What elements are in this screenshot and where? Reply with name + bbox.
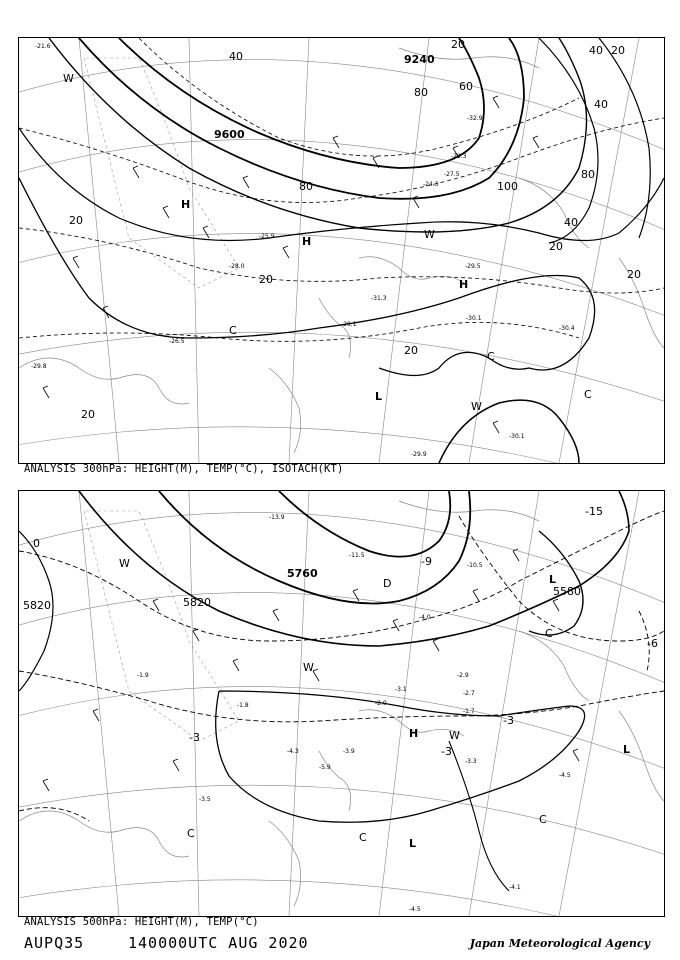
station-temp: -3.1	[395, 686, 407, 693]
center-d: D	[383, 577, 392, 590]
center-warm: W	[449, 729, 460, 742]
isotach-label: 20	[69, 214, 83, 227]
center-high: H	[409, 727, 419, 740]
center-low: L	[623, 743, 631, 756]
station-temp: -4.3	[287, 748, 299, 755]
valid-time: 140000UTC AUG 2020	[128, 934, 309, 952]
isotherm-label: -3	[189, 731, 200, 744]
isotach-label: 40	[229, 50, 243, 63]
station-temp: -5.9	[319, 764, 331, 771]
isotach-label: 40	[594, 98, 608, 111]
station-temp: -3.9	[343, 748, 355, 755]
height-label: 5760	[287, 567, 318, 580]
station-temp: -30.1	[509, 433, 525, 440]
isotach-label: 20	[404, 344, 418, 357]
center-high: H	[459, 278, 469, 291]
center-warm: W	[471, 400, 482, 413]
isotach-label: 20	[611, 44, 625, 57]
isotach-label: 20	[627, 268, 641, 281]
station-temp: -1.9	[137, 672, 149, 679]
height-label: 5820	[23, 599, 51, 612]
station-temp: -1.7	[463, 708, 475, 715]
isotherm-label: -15	[585, 505, 603, 518]
station-temp: -26.5	[169, 338, 185, 345]
chart-id: AUPQ35	[24, 934, 85, 952]
station-temp: -2.9	[457, 672, 469, 679]
center-low: L	[409, 837, 417, 850]
isotherm-label: -6	[647, 637, 658, 650]
center-high: H	[181, 198, 191, 211]
center-warm: W	[119, 557, 130, 570]
station-temp: -3.5	[199, 796, 211, 803]
center-warm: W	[303, 661, 314, 674]
station-temp: -31.3	[371, 295, 387, 302]
isotherms-300	[19, 38, 664, 341]
isotach-label: 100	[497, 180, 518, 193]
station-temp: -27.5	[444, 171, 460, 178]
isotach-label: 80	[299, 180, 313, 193]
station-temp: -29.5	[465, 263, 481, 270]
station-temp: -4.5	[559, 772, 571, 779]
map-300hpa	[19, 38, 664, 463]
isotach-shading	[84, 58, 239, 288]
station-temp: -28.0	[229, 263, 245, 270]
station-temp: -2.7	[463, 690, 475, 697]
station-temp: -13.9	[269, 514, 285, 521]
station-temp: -30.1	[466, 315, 482, 322]
contours-500	[19, 491, 629, 891]
isotach-label: 20	[81, 408, 95, 421]
center-cold: C	[539, 813, 547, 826]
station-temp: -21.6	[35, 43, 51, 50]
station-temp: -4.5	[409, 906, 421, 913]
station-temp: -29.9	[411, 451, 427, 458]
isotherm-label: -9	[421, 555, 432, 568]
graticule	[19, 38, 664, 463]
center-warm: W	[424, 228, 435, 241]
center-high: H	[302, 235, 312, 248]
map-500hpa	[19, 491, 664, 916]
isotherm-label: -3	[441, 745, 452, 758]
station-temp: -30.4	[559, 325, 575, 332]
graticule	[19, 491, 664, 916]
isotach-label: 60	[459, 80, 473, 93]
chart-caption-500: ANALYSIS 500hPa: HEIGHT(M), TEMP(°C)	[24, 916, 259, 928]
station-temp: -1.8	[237, 702, 249, 709]
chart-500hpa	[18, 490, 665, 917]
station-temp: -11.5	[349, 552, 365, 559]
isotach-label: 40	[589, 44, 603, 57]
center-cold: C	[584, 388, 592, 401]
station-temp: -29.1	[341, 321, 357, 328]
center-warm: W	[63, 72, 74, 85]
station-temp: -4.1	[509, 884, 521, 891]
station-temp: -32.9	[467, 115, 483, 122]
station-temp: -24.3	[423, 181, 439, 188]
chart-caption-300: ANALYSIS 300hPa: HEIGHT(M), TEMP(°C), ISOTACH(KT)	[24, 463, 344, 475]
station-temp: -25.9	[259, 233, 275, 240]
station-temp: -2.0	[375, 700, 387, 707]
isotach-label: 80	[414, 86, 428, 99]
center-cold: C	[359, 831, 367, 844]
height-label: 5820	[183, 596, 211, 609]
center-cold: C	[487, 350, 495, 363]
chart-300hpa	[18, 37, 665, 464]
station-temp: -10.5	[467, 562, 483, 569]
station-temp: -29.3	[451, 153, 467, 160]
center-low: L	[549, 573, 557, 586]
isotach-label: 40	[564, 216, 578, 229]
station-temp: -29.8	[31, 363, 47, 370]
isotach-label: 20	[259, 273, 273, 286]
center-cold: C	[229, 324, 237, 337]
station-temp: -3.3	[465, 758, 477, 765]
contours-300	[19, 38, 664, 463]
center-low: L	[375, 390, 383, 403]
isotherm-label: -3	[503, 714, 514, 727]
station-temp: -4.0	[419, 614, 431, 621]
isotherm-label: 0	[33, 537, 40, 550]
height-label: 9240	[404, 53, 435, 66]
isotach-label: 80	[581, 168, 595, 181]
isotach-label: 20	[451, 38, 465, 51]
center-cold: C	[187, 827, 195, 840]
center-cold: C	[545, 627, 553, 640]
isotach-label: 20	[549, 240, 563, 253]
height-label: 9600	[214, 128, 245, 141]
height-label: 5580	[553, 585, 581, 598]
coastlines	[19, 48, 664, 453]
agency-name: Japan Meteorological Agency	[469, 937, 650, 950]
